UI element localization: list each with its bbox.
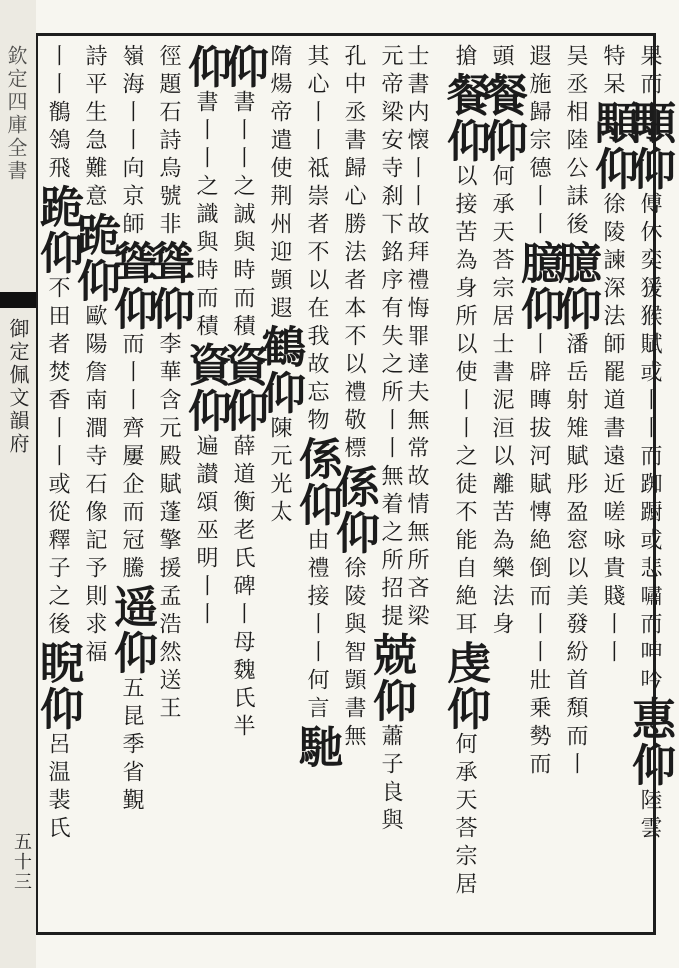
gloss-text: 不田者焚香丨丨或從釋子之後 (45, 276, 70, 640)
headword: 係 (328, 464, 379, 510)
headword: 仰 (32, 686, 83, 732)
gloss-text: 遍讃頌巫明丨丨 (193, 434, 218, 630)
headword: 聳 (143, 240, 194, 286)
gloss-text: 頭 (489, 44, 514, 72)
gloss-text: 徐陵與智顗書無 (341, 556, 366, 752)
gloss-text: 丨丨鶺鴒飛 (45, 44, 70, 184)
gloss-text: 而丨丨齊屢企而冠騰 (119, 332, 144, 584)
headword: 鶴 (254, 324, 305, 370)
gloss-text: 何承天荅宗居 (452, 732, 477, 900)
headword: 虔 (439, 640, 490, 686)
gloss-text: 以接苦為身所以使丨丨之徒不能自絶耳 (452, 164, 477, 640)
gloss-text: 丨辟䁣拔河賦慱絶倒而丨丨壯乗勢而 (526, 332, 551, 780)
headword: 仰 (439, 686, 490, 732)
gloss-text: 歐陽詹南澗寺石像記予則求福 (82, 304, 107, 668)
headword: 仰 (254, 370, 305, 416)
headword: 仰 (106, 630, 157, 676)
headword: 跪 (32, 184, 83, 230)
gloss-text: 士書内懐丨丨故拜禮悔罪達夫無常故情無所吝梁 (404, 44, 429, 632)
headword: 睨 (32, 640, 83, 686)
gloss-text: 李華含元殿賦蓬擎援 (156, 332, 181, 584)
gloss-text: 傅休奕猨猴賦或丨丨而踟蹰或悲嘯而呻吟 (637, 192, 662, 696)
frame-top-rule (38, 33, 656, 36)
gloss-text: 孟浩然送王 (156, 584, 181, 724)
gloss-text: 書丨丨之誠與時而積 (230, 90, 255, 342)
headword: 仰 (69, 258, 120, 304)
gloss-text: 孔中丞書歸心勝法者本不以禮敬標 (341, 44, 366, 464)
headword: 仰 (32, 230, 83, 276)
gloss-text: 嶺海丨丨向京師 (119, 44, 144, 240)
collection-title: 欽定四庫全書 (4, 45, 28, 183)
gloss-text: 陳元光太 (267, 416, 292, 528)
headword: 仰 (180, 388, 231, 434)
headword: 聳 (106, 240, 157, 286)
gloss-text: 蕭子良與 (378, 724, 403, 836)
headword: 仰 (513, 286, 564, 332)
gloss-text: 何承天荅宗居士書泥洹以離苦為樂法身 (489, 164, 514, 640)
headword: 仰 (587, 146, 638, 192)
headword: 顒 (587, 100, 638, 146)
headword: 兢 (365, 632, 416, 678)
headword: 資 (217, 342, 268, 388)
frame-bottom-rule (38, 932, 656, 935)
gloss-text: 其心丨丨祗崇者不以在我故忘物 (304, 44, 329, 436)
headword: 仰 (291, 482, 342, 528)
headword: 仰 (476, 118, 527, 164)
headword: 臆 (550, 240, 601, 286)
gloss-text: 搶 (452, 44, 477, 72)
headword: 係 (291, 436, 342, 482)
page-number: 五十三 (11, 832, 32, 892)
headword: 仰 (624, 742, 675, 788)
headword: 仰 (439, 118, 490, 164)
headword: 仰 (143, 286, 194, 332)
gloss-text: 果而 (637, 44, 662, 100)
gloss-text: 陸雲 (637, 788, 662, 844)
headword: 顒 (624, 100, 675, 146)
gloss-text: 元帝梁安寺刹下銘序有失之所丨丨無着之所招提 (378, 44, 403, 632)
gloss-text: 遐施歸宗德丨丨 (526, 44, 551, 240)
headword: 馳 (291, 724, 342, 770)
headword: 仰 (217, 44, 268, 90)
headword: 餐 (476, 72, 527, 118)
headword: 餐 (439, 72, 490, 118)
headword: 臆 (513, 240, 564, 286)
headword: 惠 (624, 696, 675, 742)
headword: 資 (180, 342, 231, 388)
fishtail-mark (0, 292, 38, 308)
gloss-text: 徐陵諫深法師罷道書遠近嗟咏貴賤丨丨 (600, 192, 625, 668)
gloss-text: 五昆季省覲 (119, 676, 144, 816)
headword: 仰 (217, 388, 268, 434)
gloss-text: 由禮接丨丨何言 (304, 528, 329, 724)
headword: 遥 (106, 584, 157, 630)
headword: 仰 (180, 44, 231, 90)
headword: 跪 (69, 212, 120, 258)
headword: 仰 (365, 678, 416, 724)
book-title: 御定佩文韻府 (6, 318, 30, 456)
headword: 仰 (328, 510, 379, 556)
gloss-text: 徑題石詩烏號非 (156, 44, 181, 240)
gloss-text: 吴丞相陸公誄後 (563, 44, 588, 240)
gloss-text: 丨 (230, 602, 255, 630)
gloss-text: 書丨丨之識與時而積 (193, 90, 218, 342)
gloss-text: 母魏氏半 (230, 630, 255, 742)
gloss-text: 隋煬帝遣使荆州迎顗 (267, 44, 292, 296)
gloss-text: 薛道衡老氏碑 (230, 434, 255, 602)
gloss-text: 特呆 (600, 44, 625, 100)
headword: 仰 (106, 286, 157, 332)
text-column (439, 44, 490, 924)
gloss-text: 詩平生急難意 (82, 44, 107, 212)
headword: 仰 (624, 146, 675, 192)
text-column (32, 44, 83, 924)
headword: 仰 (550, 286, 601, 332)
gloss-text: 遐 (267, 296, 292, 324)
gloss-text: 潘岳射雉賦彤盈窓以美發紛首頽而丨 (563, 332, 588, 780)
gloss-text: 呂温裴氏 (45, 732, 70, 844)
